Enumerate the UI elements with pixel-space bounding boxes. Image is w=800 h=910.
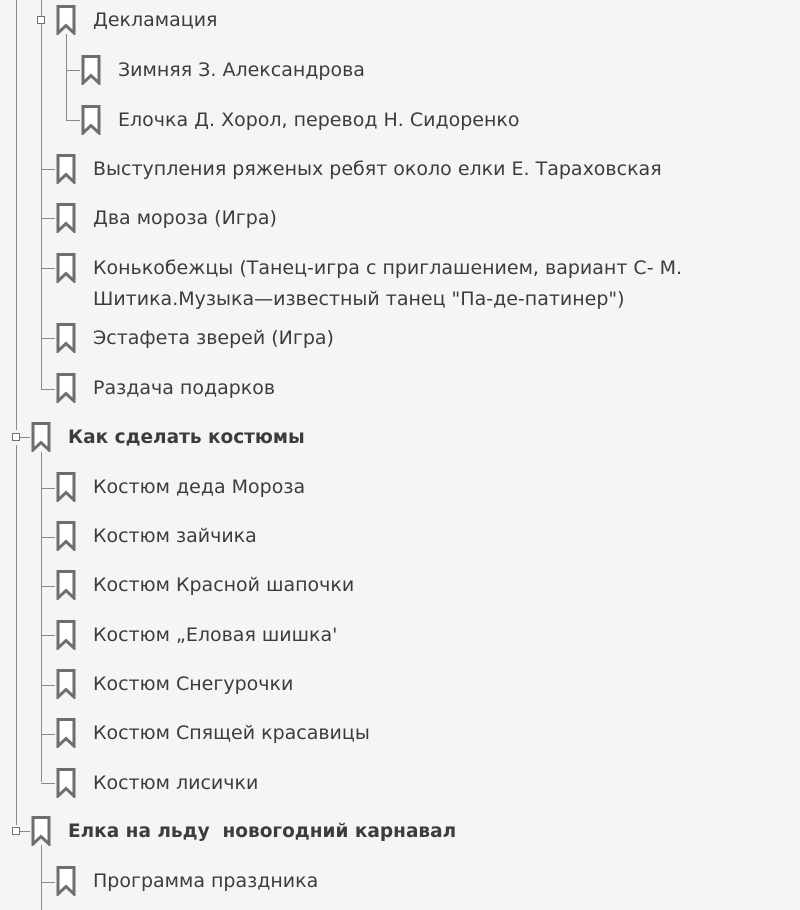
bookmark-kostyum-spyashchey-krasavicy[interactable]: Костюм Спящей красавицы <box>93 722 370 744</box>
bookmark-icon <box>55 718 77 748</box>
tree-branch-line <box>41 389 55 390</box>
collapse-toggle[interactable] <box>37 16 45 24</box>
bookmark-estafeta[interactable]: Эстафета зверей (Игра) <box>93 327 334 349</box>
bookmark-kostyumy[interactable]: Как сделать костюмы <box>68 427 305 448</box>
tree-guide-line <box>41 452 42 782</box>
bookmark-icon <box>55 620 77 650</box>
bookmark-icon <box>30 816 52 846</box>
bookmark-icon <box>55 570 77 600</box>
bookmark-elochka[interactable]: Елочка Д. Хорол, перевод Н. Сидоренко <box>118 109 520 131</box>
bookmark-icon <box>55 253 77 283</box>
tree-guide-line <box>16 445 17 825</box>
tree-branch-line <box>41 338 55 339</box>
bookmark-icon <box>55 472 77 502</box>
bookmark-kostyum-elovaya-shishka[interactable]: Костюм „Еловая шишка' <box>93 624 338 646</box>
tree-branch-line <box>66 120 80 121</box>
tree-branch-line <box>41 882 55 883</box>
bookmark-razdacha[interactable]: Раздача подарков <box>93 377 276 399</box>
tree-branch-line <box>41 734 55 735</box>
bookmark-programma[interactable]: Программа праздника <box>93 870 319 892</box>
bookmark-dva-moroza[interactable]: Два мороза (Игра) <box>93 207 277 229</box>
tree-branch-line <box>41 635 55 636</box>
bookmark-icon <box>55 5 77 35</box>
bookmark-kostyum-lisichki[interactable]: Костюм лисички <box>93 772 259 794</box>
bookmark-icon <box>55 323 77 353</box>
bookmark-deklamaciya[interactable]: Декламация <box>93 9 218 31</box>
bookmark-icon <box>55 373 77 403</box>
bookmark-icon <box>80 55 102 85</box>
bookmark-zimnyaya[interactable]: Зимняя З. Александрова <box>118 59 365 81</box>
tree-branch-line <box>41 685 55 686</box>
bookmark-kostyum-krasnoy-shapochki[interactable]: Костюм Красной шапочки <box>93 574 355 596</box>
tree-branch-line <box>41 268 55 269</box>
tree-guide-line <box>41 0 42 390</box>
tree-guide-line <box>66 34 67 120</box>
tree-guide-line <box>41 845 42 910</box>
bookmark-icon <box>55 768 77 798</box>
tree-branch-line <box>41 537 55 538</box>
bookmark-icon <box>30 422 52 452</box>
bookmark-kostyum-zaychika[interactable]: Костюм зайчика <box>93 525 257 547</box>
tree-branch-line <box>41 169 55 170</box>
bookmark-kostyum-snegurochki[interactable]: Костюм Снегурочки <box>93 673 294 695</box>
bookmark-icon <box>55 669 77 699</box>
bookmark-kostyum-deda-moroza[interactable]: Костюм деда Мороза <box>93 476 306 498</box>
tree-guide-line <box>16 0 17 430</box>
bookmark-vystupleniya[interactable]: Выступления ряженых ребят около елки Е. Тараховская <box>93 158 662 180</box>
bookmark-konkobezhcy-line2[interactable]: Шитика.Музыка—известный танец "Па-де-патинер") <box>93 288 625 310</box>
tree-branch-line <box>41 783 55 784</box>
bookmark-icon <box>55 154 77 184</box>
bookmark-konkobezhcy-line1[interactable]: Конькобежцы (Танец-игра с приглашением, вариант С- М. <box>93 257 683 279</box>
bookmark-icon <box>55 521 77 551</box>
tree-branch-line <box>66 70 80 71</box>
bookmark-icon <box>55 866 77 896</box>
collapse-toggle[interactable] <box>12 827 20 835</box>
tree-branch-line <box>41 586 55 587</box>
bookmark-icon <box>80 105 102 135</box>
tree-branch-line <box>41 488 55 489</box>
tree-branch-line <box>20 831 30 832</box>
bookmark-karnaval[interactable]: Елка на льду новогодний карнавал <box>68 821 457 842</box>
bookmark-icon <box>55 203 77 233</box>
tree-branch-line <box>20 437 30 438</box>
tree-branch-line <box>41 218 55 219</box>
collapse-toggle[interactable] <box>12 433 20 441</box>
